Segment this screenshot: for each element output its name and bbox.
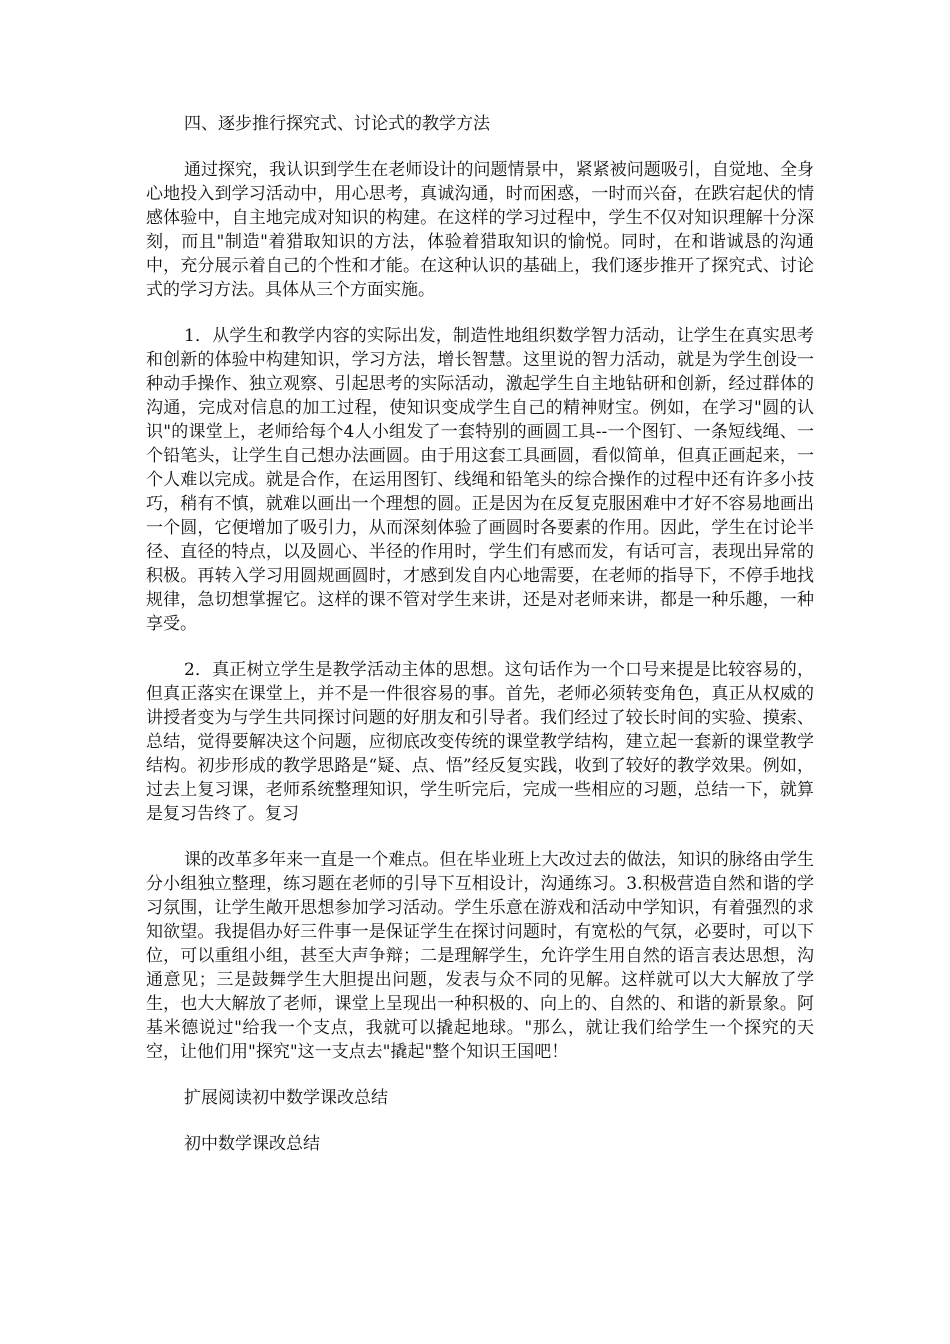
subtitle-line: 初中数学课改总结 xyxy=(184,1134,320,1154)
extended-reading-label: 扩展阅读初中数学课改总结 xyxy=(184,1088,388,1108)
point-one-paragraph: 1．从学生和教学内容的实际出发，制造性地组织数学智力活动，让学生在真实思考和创新的体验中构建知识，学习方法，增长智慧。这里说的智力活动，就是为学生创设一种动手操作、独立观察、引起思考的实际活动，激起学生自主地钻研和创新，经过群体的沟通，完成对信息的加工过程，使知识变成学生自己的精神财宝。例如，在学习"圆的认识"的课堂上，老师给每个4人小组发了一套特别的画圆工具--一个图钉、一条短线绳、一个铅笔头，让学生自己想办法画圆。由于用这套工具画圆，看似简单，但真正画起来，一个人难以完成。就是合作，在运用图钉、线绳和铅笔头的综合操作的过程中还有许多小技巧，稍有不慎，就难以画出一个理想的圆。正是因为在反复克服困难中才好不容易地画出一个圆，它便增加了吸引力，从而深刻体验了画圆时各要素的作用。因此，学生在讨论半径、直径的特点，以及圆心、半径的作用时，学生们有感而发，有话可言，表现出异常的积极。再转入学习用圆规画圆时，才感到发自内心地需要，在老师的指导下，不停手地找规律，急切想掌握它。这样的课不管对学生来讲，还是对老师来讲，都是一种乐趣，一种享受。 xyxy=(146,326,814,634)
intro-paragraph: 通过探究，我认识到学生在老师设计的问题情景中，紧紧被问题吸引，自觉地、全身心地投入到学习活动中，用心思考，真诚沟通，时而困惑，一时而兴奋，在跌宕起伏的情感体验中，自主地完成对知识的构建。在这样的学习过程中，学生不仅对知识理解十分深刻，而且"制造"着猎取知识的方法，体验着猎取知识的愉悦。同时，在和谐诚恳的沟通中，充分展示着自己的个性和才能。在这种认识的基础上，我们逐步推开了探究式、讨论式的学习方法。具体从三个方面实施。 xyxy=(146,160,814,300)
point-three-paragraph: 课的改革多年来一直是一个难点。但在毕业班上大改过去的做法，知识的脉络由学生分小组独立整理，练习题在老师的引导下互相设计，沟通练习。3.积极营造自然和谐的学习氛围，让学生敞开思想参加学习活动。学生乐意在游戏和活动中学知识，有着强烈的求知欲望。我提倡办好三件事一是保证学生在探讨问题时，有宽松的气氛，必要时，可以下位，可以重组小组，甚至大声争辩；二是理解学生，允许学生用自然的语言表达思想，沟通意见；三是鼓舞学生大胆提出问题，发表与众不同的见解。这样就可以大大解放了学生，也大大解放了老师，课堂上呈现出一种积极的、向上的、自然的、和谐的新景象。阿基米德说过"给我一个支点，我就可以撬起地球。"那么，就让我们给学生一个探究的天空，让他们用"探究"这一支点去"撬起"整个知识王国吧！ xyxy=(146,850,814,1062)
point-two-paragraph: 2．真正树立学生是教学活动主体的思想。这句话作为一个口号来提是比较容易的，但真正落实在课堂上，并不是一件很容易的事。首先，老师必须转变角色，真正从权威的讲授者变为与学生共同探讨问题的好朋友和引导者。我们经过了较长时间的实验、摸索、总结，觉得要解决这个问题，应彻底改变传统的课堂教学结构，建立起一套新的课堂教学结构。初步形成的教学思路是“疑、点、悟”经反复实践，收到了较好的教学效果。例如，过去上复习课，老师系统整理知识，学生听完后，完成一些相应的习题，总结一下，就算是复习告终了。复习 xyxy=(146,660,814,824)
section-heading: 四、逐步推行探究式、讨论式的教学方法 xyxy=(184,114,490,134)
document-page xyxy=(146,112,814,1156)
